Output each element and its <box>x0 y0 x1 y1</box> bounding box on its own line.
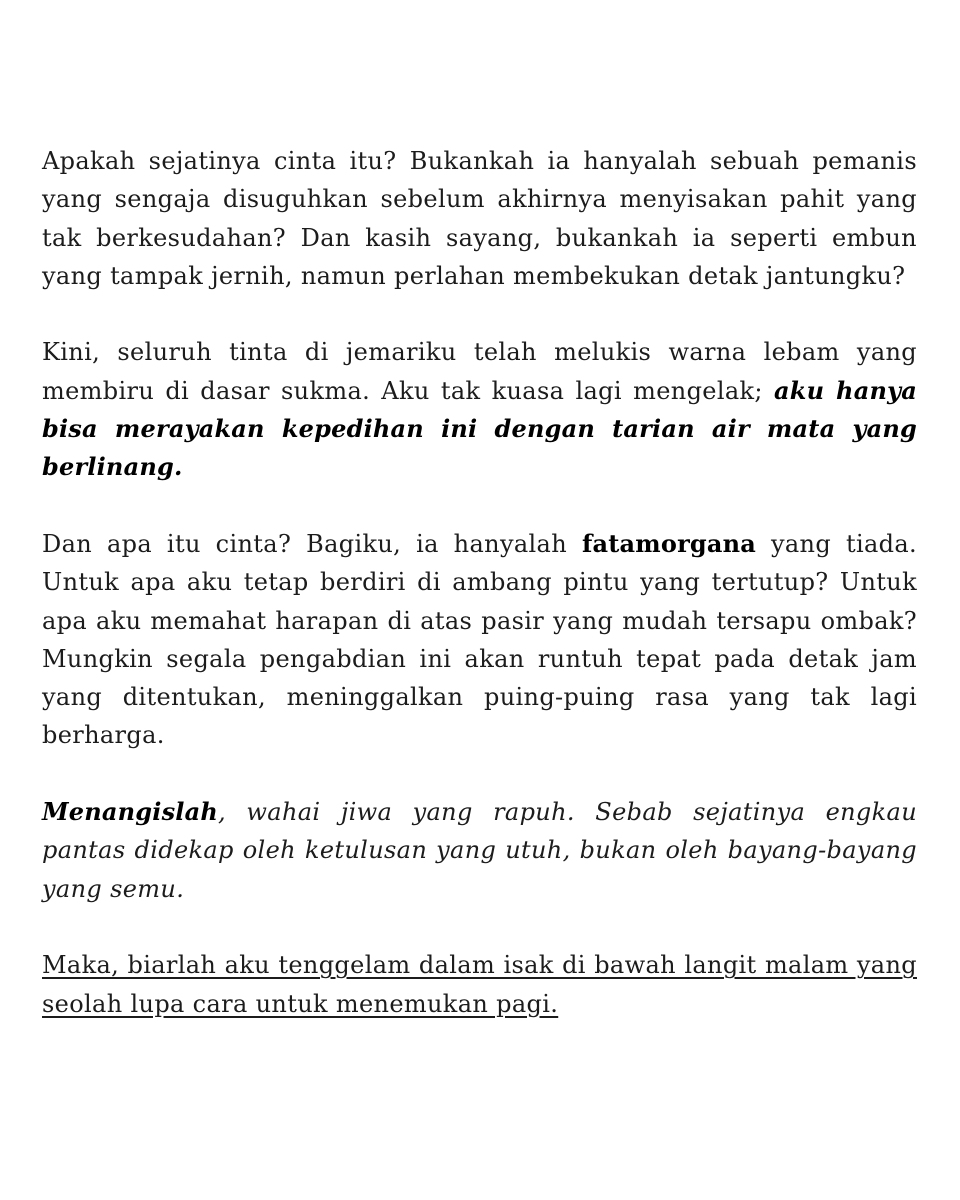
paragraph-2-emphasis: aku hanya bisa merayakan kepedihan ini dengan tarian air mata yang berlinang. <box>42 375 917 482</box>
paragraph-2 <box>42 333 917 486</box>
poem-document <box>42 142 917 1061</box>
paragraph-3-start: Dan apa itu cinta? Bagiku, ia hanyalah <box>42 529 582 558</box>
paragraph-4 <box>42 793 917 908</box>
paragraph-1-text: Apakah sejatinya cinta itu? Bukankah ia hanyalah sebuah pemanis yang sengaja disuguhkan sebelum akhirnya menyisakan pahit yang tak berkesudahan? Dan kasih sayang, bukankah ia seperti embun yang tampak jernih, namun perlahan membekukan detak jantungku? <box>42 147 917 290</box>
paragraph-5-text: Maka, biarlah aku tenggelam dalam isak di bawah langit malam yang seolah lupa cara untuk menemukan pagi. <box>42 951 917 1018</box>
paragraph-4-bold-word: Menangislah <box>42 797 219 827</box>
paragraph-3-rest: yang tiada. Untuk apa aku tetap berdiri di ambang pintu yang tertutup? Untuk apa aku memahat harapan di atas pasir yang mudah tersapu ombak? Mungkin segala pengabdian ini akan runtuh tepat pada detak jam yang ditentukan, meninggalkan puing-puing rasa yang tak lagi berharga. <box>42 529 918 750</box>
paragraph-3-bold-word: fatamorgana <box>581 528 757 558</box>
paragraph-4-rest: , wahai jiwa yang rapuh. Sebab sejatinya engkau pantas didekap oleh ketulusan yang utuh, bukan oleh bayang-bayang yang semu. <box>42 798 917 903</box>
paragraph-1 <box>42 142 917 295</box>
paragraph-3 <box>42 525 917 755</box>
paragraph-2-text: Kini, seluruh tinta di jemariku telah melukis warna lebam yang membiru di dasar sukma. Aku tak kuasa lagi mengelak; <box>42 338 917 405</box>
paragraph-5 <box>42 946 917 1023</box>
